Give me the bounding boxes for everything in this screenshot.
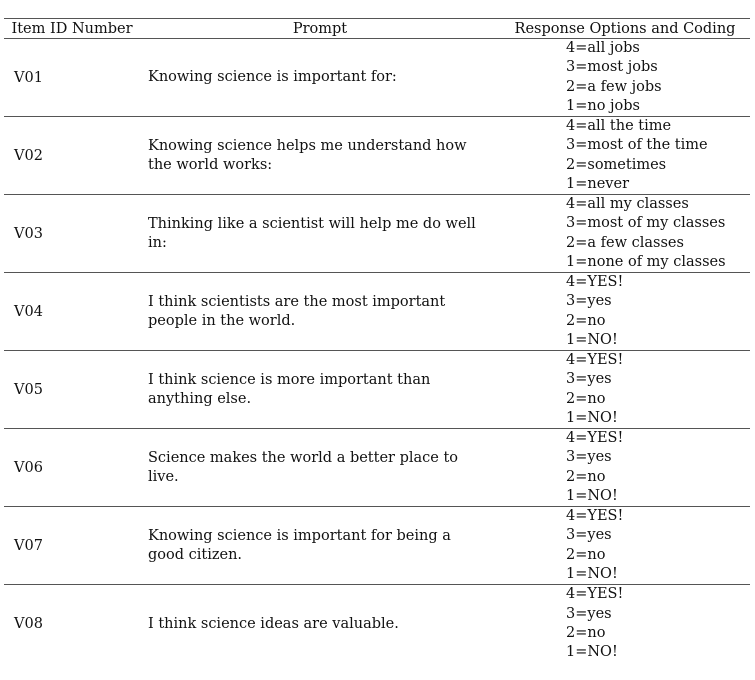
response-option: 1=NO! <box>566 565 618 582</box>
prompt-text: Thinking like a scientist will help me do well in: <box>148 215 476 251</box>
response-option: 2=no <box>566 625 606 641</box>
item-id-cell: V06 <box>14 459 43 476</box>
response-option: 3=yes <box>566 527 612 544</box>
prompt-text: Knowing science is important for being a good citizen. <box>148 527 451 563</box>
response-options-cell <box>550 507 750 584</box>
response-option: 4=YES! <box>566 273 624 290</box>
table-row <box>4 351 750 429</box>
table-header-row <box>4 18 750 39</box>
response-option: 1=NO! <box>566 331 618 348</box>
item-id-cell: V08 <box>14 616 43 632</box>
prompt-cell <box>140 39 550 116</box>
response-options-cell <box>550 429 750 506</box>
response-option: 4=all jobs <box>566 39 640 56</box>
item-id-cell: V05 <box>14 381 43 398</box>
table-body <box>4 39 750 663</box>
response-option: 2=a few classes <box>566 234 684 251</box>
prompt-text: I think scientists are the most important people in the world. <box>148 293 446 329</box>
prompt-text: Knowing science helps me understand how the world works: <box>148 137 467 173</box>
item-id-cell: V03 <box>14 225 43 242</box>
response-option: 4=all the time <box>566 117 672 134</box>
item-id-cell: V04 <box>14 303 43 320</box>
table-row <box>4 507 750 585</box>
response-option: 3=yes <box>566 293 612 310</box>
response-options-cell <box>550 39 750 116</box>
prompt-text: I think science is more important than anything else. <box>148 371 431 407</box>
prompt-cell <box>140 195 550 272</box>
response-option: 3=yes <box>566 605 612 622</box>
response-option: 3=most jobs <box>566 59 658 76</box>
response-option: 2=sometimes <box>566 156 667 173</box>
response-option: 4=YES! <box>566 351 624 368</box>
response-options-cell <box>550 351 750 428</box>
response-option: 3=most of the time <box>566 137 708 154</box>
prompt-cell <box>140 273 550 350</box>
response-option: 1=NO! <box>566 644 618 661</box>
table-row <box>4 273 750 351</box>
prompt-cell <box>140 585 550 663</box>
response-option: 3=yes <box>566 449 612 466</box>
table-row <box>4 585 750 663</box>
item-id-cell: V02 <box>14 147 43 164</box>
response-option: 2=no <box>566 390 606 407</box>
response-option: 1=none of my classes <box>566 253 726 270</box>
prompt-text: Knowing science is important for: <box>148 69 397 85</box>
table-row <box>4 429 750 507</box>
prompt-cell <box>140 507 550 584</box>
item-id-cell: V01 <box>14 69 43 86</box>
response-option: 2=no <box>566 468 606 485</box>
response-option: 2=no <box>566 546 606 563</box>
response-option: 4=YES! <box>566 507 624 524</box>
response-option: 1=NO! <box>566 487 618 504</box>
response-option: 3=yes <box>566 371 612 388</box>
header-response-options: Response Options and Coding <box>514 20 736 37</box>
response-options-cell <box>550 273 750 350</box>
table-row <box>4 117 750 195</box>
response-option: 2=no <box>566 312 606 329</box>
response-option: 3=most of my classes <box>566 215 726 232</box>
response-option: 1=never <box>566 175 629 192</box>
response-option: 1=NO! <box>566 409 618 426</box>
header-prompt: Prompt <box>292 20 348 37</box>
item-id-cell: V07 <box>14 537 43 554</box>
response-option: 4=YES! <box>566 586 624 603</box>
table-row <box>4 39 750 117</box>
header-item-id: Item ID Number <box>11 20 133 37</box>
response-option: 2=a few jobs <box>566 78 662 95</box>
prompt-cell <box>140 429 550 506</box>
table-row <box>4 195 750 273</box>
prompt-text: I think science ideas are valuable. <box>148 615 399 632</box>
prompt-cell <box>140 117 550 194</box>
response-options-cell <box>550 117 750 194</box>
prompt-cell <box>140 351 550 428</box>
response-option: 4=all my classes <box>566 195 689 212</box>
response-options-cell <box>550 585 750 663</box>
survey-items-table <box>4 18 750 663</box>
prompt-text: Science makes the world a better place to live. <box>148 449 459 485</box>
response-options-cell <box>550 195 750 272</box>
response-option: 4=YES! <box>566 429 624 446</box>
response-option: 1=no jobs <box>566 97 641 114</box>
